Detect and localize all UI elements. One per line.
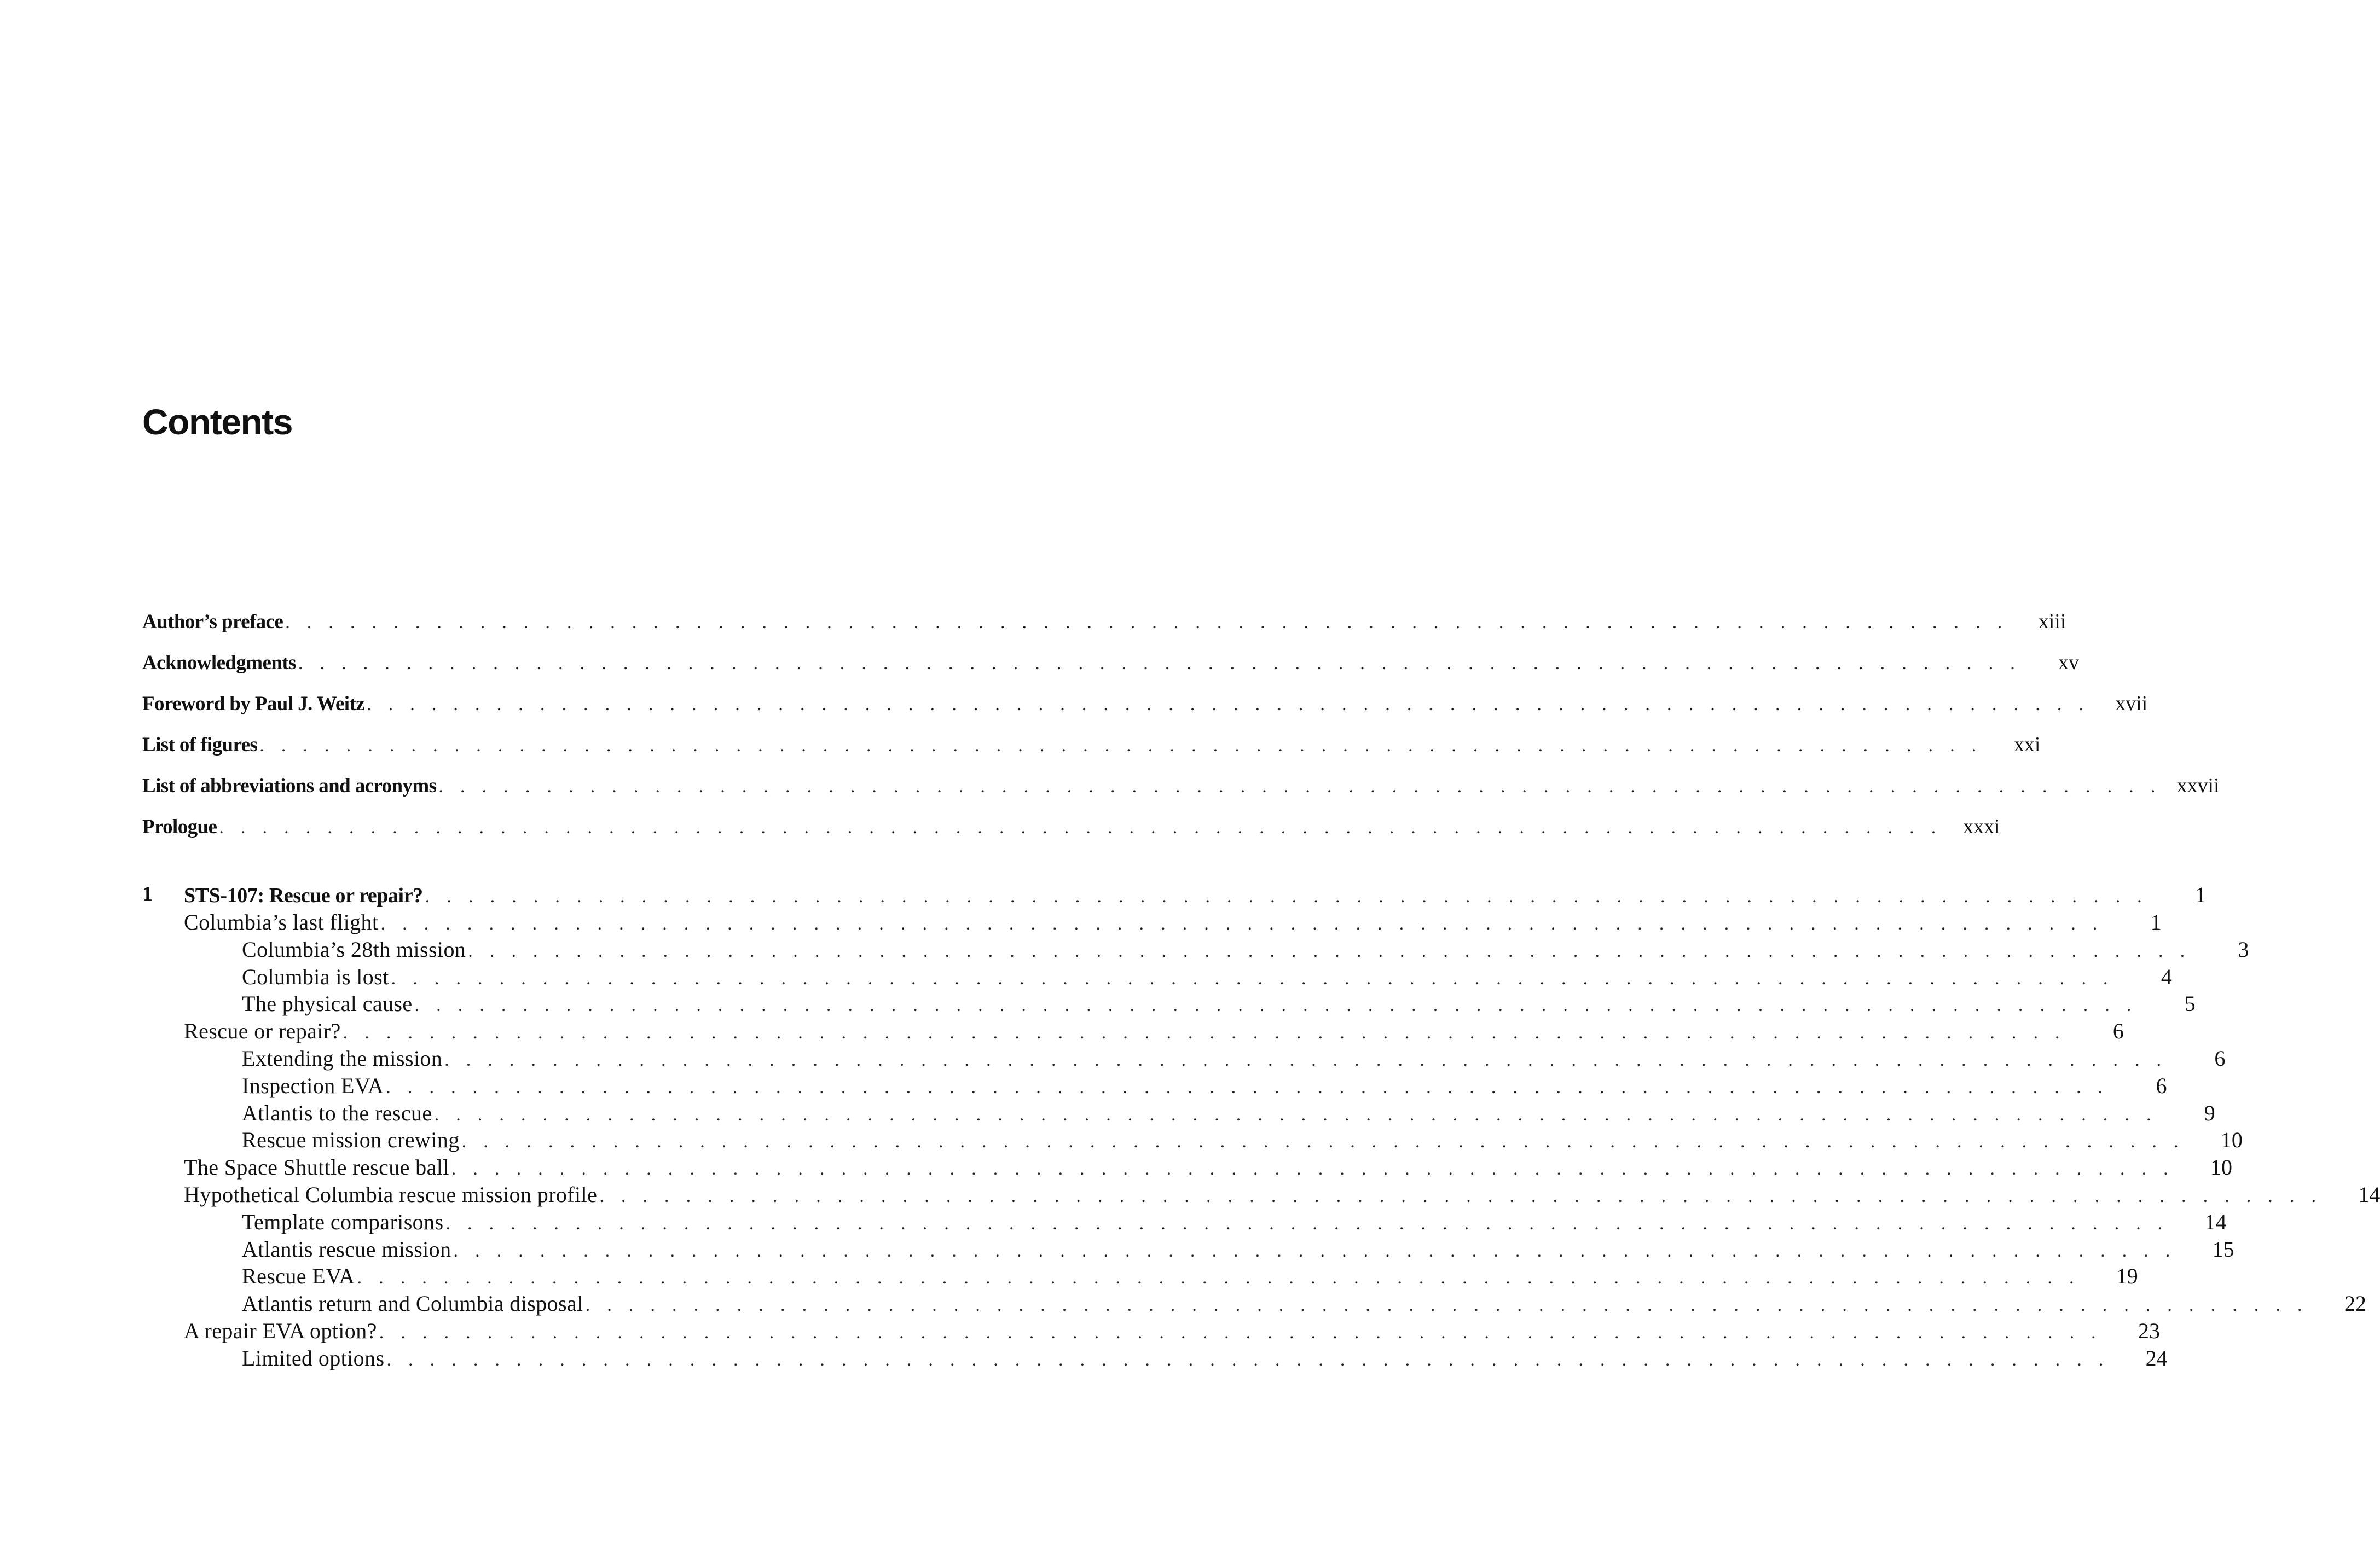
toc-entry-title: Inspection EVA — [242, 1073, 384, 1098]
toc-entry-title: Author’s preface — [142, 611, 283, 633]
toc-entry-title: Atlantis rescue mission — [242, 1236, 451, 1262]
toc-entry-title: The physical cause — [242, 991, 413, 1016]
dot-leader: . . . . . . . . . . . . . . . . . . . . . . . . . . . . . . . . . . . . . . . . . . . . . . . . . . . . . . . . . . . . . . . . . . . . . . . . . . . . . . . . — [357, 1268, 2080, 1288]
toc-entry — [142, 1345, 2168, 1374]
toc-entry — [142, 1182, 2380, 1210]
toc-entry — [142, 1291, 2366, 1319]
dot-leader: . . . . . . . . . . . . . . . . . . . . . . . . . . . . . . . . . . . . . . . . . . . . . . . . . . . . . . . . . . . . . . . . . . . . . . . . . . . . . . . . — [285, 612, 2008, 632]
page-title: Contents — [142, 402, 292, 442]
dot-leader: . . . . . . . . . . . . . . . . . . . . . . . . . . . . . . . . . . . . . . . . . . . . . . . . . . . . . . . . . . . . . . . . . . . . . . . . . . . . . . . . — [343, 1023, 2066, 1043]
toc-entry — [142, 1018, 2124, 1047]
toc-entry-title: Columbia’s last flight — [184, 910, 379, 934]
toc-entry-page-number: 3 — [2238, 937, 2249, 962]
toc-entry-title: Atlantis return and Columbia disposal — [242, 1291, 583, 1316]
dot-leader: . . . . . . . . . . . . . . . . . . . . . . . . . . . . . . . . . . . . . . . . . . . . . . . . . . . . . . . . . . . . . . . . . . . . . . . . . . . . . . . . — [259, 735, 1983, 756]
toc-entry-page-number: xxvii — [2176, 774, 2220, 797]
toc-entry — [142, 692, 2148, 720]
toc-entry-page-number: xv — [2058, 651, 2080, 674]
dot-leader: . . . . . . . . . . . . . . . . . . . . . . . . . . . . . . . . . . . . . . . . . . . . . . . . . . . . . . . . . . . . . . . . . . . . . . . . . . . . . . . . — [444, 1050, 2168, 1070]
toc-entry-page-number: 6 — [2156, 1073, 2167, 1098]
toc-entry-title: Rescue or repair? — [184, 1019, 341, 1044]
toc-entry — [142, 964, 2172, 992]
dot-leader: . . . . . . . . . . . . . . . . . . . . . . . . . . . . . . . . . . . . . . . . . . . . . . . . . . . . . . . . . . . . . . . . . . . . . . . . . . . . . . . . — [367, 694, 2090, 714]
toc-entry — [142, 1154, 2232, 1183]
toc-entry — [142, 882, 2206, 910]
toc-entry-page-number: 10 — [2210, 1155, 2232, 1180]
toc-entry-page-number: xxxi — [1962, 815, 2000, 838]
toc-entry-page-number: xxi — [2013, 733, 2041, 756]
chapter-number: 1 — [142, 882, 153, 905]
dot-leader: . . . . . . . . . . . . . . . . . . . . . . . . . . . . . . . . . . . . . . . . . . . . . . . . . . . . . . . . . . . . . . . . . . . . . . . . . . . . . . . . — [298, 653, 2022, 673]
toc-entry — [142, 609, 2066, 638]
toc-entry-page-number: xiii — [2038, 610, 2066, 633]
toc-entry-page-number: 6 — [2112, 1019, 2124, 1044]
toc-entry-title: Limited options — [242, 1345, 385, 1370]
dot-leader: . . . . . . . . . . . . . . . . . . . . . . . . . . . . . . . . . . . . . . . . . . . . . . . . . . . . . . . . . . . . . . . . . . . . . . . . . . . . . . . . — [425, 886, 2148, 907]
toc-entry — [142, 650, 2080, 679]
toc-entry-title: List of abbreviations and acronyms — [142, 775, 437, 797]
dot-leader: . . . . . . . . . . . . . . . . . . . . . . . . . . . . . . . . . . . . . . . . . . . . . . . . . . . . . . . . . . . . . . . . . . . . . . . . . . . . . . . . — [461, 1131, 2185, 1152]
toc-entry-title: Template comparisons — [242, 1209, 444, 1234]
toc-entry-title: Acknowledgments — [142, 652, 296, 674]
toc-entry-title: Prologue — [142, 816, 217, 838]
toc-entry — [142, 1263, 2138, 1292]
dot-leader: . . . . . . . . . . . . . . . . . . . . . . . . . . . . . . . . . . . . . . . . . . . . . . . . . . . . . . . . . . . . . . . . . . . . . . . . . . . . . . . . — [391, 968, 2114, 989]
toc-entry-page-number: xvii — [2115, 692, 2148, 715]
toc-entry-page-number: 15 — [2212, 1236, 2234, 1262]
toc-entry-page-number: 1 — [2150, 910, 2162, 934]
toc-entry — [142, 1236, 2234, 1265]
toc-entry — [142, 937, 2249, 965]
toc-entry — [142, 1045, 2226, 1074]
toc-entry-page-number: 14 — [2204, 1209, 2227, 1234]
toc-entry-title: Foreword by Paul J. Weitz — [142, 693, 365, 715]
toc-entry — [142, 1209, 2227, 1238]
toc-entry-page-number: 24 — [2145, 1345, 2168, 1370]
toc-entry — [142, 991, 2196, 1019]
toc-entry-title: Rescue mission crewing — [242, 1128, 460, 1153]
toc-entry — [142, 909, 2162, 938]
dot-leader: . . . . . . . . . . . . . . . . . . . . . . . . . . . . . . . . . . . . . . . . . . . . . . . . . . . . . . . . . . . . . . . . . . . . . . . . . . . . . . . . — [379, 1322, 2102, 1343]
toc-entry-page-number: 5 — [2184, 991, 2196, 1016]
dot-leader: . . . . . . . . . . . . . . . . . . . . . . . . . . . . . . . . . . . . . . . . . . . . . . . . . . . . . . . . . . . . . . . . . . . . . . . . . . . . . . . . — [453, 1240, 2176, 1261]
toc-entry-title: List of figures — [142, 734, 258, 756]
toc-entry — [142, 774, 2220, 802]
toc-entry-title: Rescue EVA — [242, 1264, 355, 1289]
toc-entry — [142, 815, 2000, 843]
toc-entry-page-number: 9 — [2204, 1100, 2215, 1125]
toc-entry — [142, 1073, 2167, 1101]
dot-leader: . . . . . . . . . . . . . . . . . . . . . . . . . . . . . . . . . . . . . . . . . . . . . . . . . . . . . . . . . . . . . . . . . . . . . . . . . . . . . . . . — [386, 1349, 2110, 1370]
toc-entry-title: The Space Shuttle rescue ball — [184, 1155, 449, 1180]
toc-entry-title: Columbia is lost — [242, 964, 389, 989]
toc-entry-page-number: 19 — [2116, 1264, 2138, 1289]
dot-leader: . . . . . . . . . . . . . . . . . . . . . . . . . . . . . . . . . . . . . . . . . . . . . . . . . . . . . . . . . . . . . . . . . . . . . . . . . . . . . . . . — [438, 776, 2162, 797]
dot-leader: . . . . . . . . . . . . . . . . . . . . . . . . . . . . . . . . . . . . . . . . . . . . . . . . . . . . . . . . . . . . . . . . . . . . . . . . . . . . . . . . — [219, 817, 1942, 838]
toc-entry-page-number: 23 — [2138, 1318, 2160, 1343]
chapter-title: STS-107: Rescue or repair? — [184, 884, 423, 907]
toc-entry — [142, 1127, 2243, 1155]
toc-entry — [142, 1100, 2215, 1129]
toc-entry-page-number: 10 — [2220, 1128, 2243, 1153]
toc-entry-page-number: 1 — [2194, 882, 2206, 907]
toc-entry-page-number: 22 — [2344, 1291, 2366, 1316]
toc-entry — [142, 733, 2041, 761]
toc-entry-title: Extending the mission — [242, 1046, 443, 1071]
dot-leader: . . . . . . . . . . . . . . . . . . . . . . . . . . . . . . . . . . . . . . . . . . . . . . . . . . . . . . . . . . . . . . . . . . . . . . . . . . . . . . . . — [585, 1295, 2308, 1316]
dot-leader: . . . . . . . . . . . . . . . . . . . . . . . . . . . . . . . . . . . . . . . . . . . . . . . . . . . . . . . . . . . . . . . . . . . . . . . . . . . . . . . . — [434, 1104, 2157, 1125]
dot-leader: . . . . . . . . . . . . . . . . . . . . . . . . . . . . . . . . . . . . . . . . . . . . . . . . . . . . . . . . . . . . . . . . . . . . . . . . . . . . . . . . — [386, 1077, 2109, 1097]
dot-leader: . . . . . . . . . . . . . . . . . . . . . . . . . . . . . . . . . . . . . . . . . . . . . . . . . . . . . . . . . . . . . . . . . . . . . . . . . . . . . . . . — [599, 1186, 2323, 1206]
toc-entry-title: A repair EVA option? — [184, 1318, 377, 1343]
toc-entry-page-number: 14 — [2358, 1182, 2380, 1207]
dot-leader: . . . . . . . . . . . . . . . . . . . . . . . . . . . . . . . . . . . . . . . . . . . . . . . . . . . . . . . . . . . . . . . . . . . . . . . . . . . . . . . . — [414, 995, 2138, 1016]
dot-leader: . . . . . . . . . . . . . . . . . . . . . . . . . . . . . . . . . . . . . . . . . . . . . . . . . . . . . . . . . . . . . . . . . . . . . . . . . . . . . . . . — [445, 1213, 2169, 1234]
dot-leader: . . . . . . . . . . . . . . . . . . . . . . . . . . . . . . . . . . . . . . . . . . . . . . . . . . . . . . . . . . . . . . . . . . . . . . . . . . . . . . . . — [380, 914, 2104, 934]
toc-entry-title: Hypothetical Columbia rescue mission profile — [184, 1182, 598, 1207]
dot-leader: . . . . . . . . . . . . . . . . . . . . . . . . . . . . . . . . . . . . . . . . . . . . . . . . . . . . . . . . . . . . . . . . . . . . . . . . . . . . . . . . — [451, 1159, 2174, 1180]
toc-entry-title: Columbia’s 28th mission — [242, 937, 466, 962]
toc-entry-title: Atlantis to the rescue — [242, 1100, 432, 1125]
dot-leader: . . . . . . . . . . . . . . . . . . . . . . . . . . . . . . . . . . . . . . . . . . . . . . . . . . . . . . . . . . . . . . . . . . . . . . . . . . . . . . . . — [468, 940, 2191, 961]
toc-entry-page-number: 6 — [2214, 1046, 2226, 1071]
toc-entry-page-number: 4 — [2161, 964, 2172, 989]
toc-entry — [142, 1318, 2160, 1346]
